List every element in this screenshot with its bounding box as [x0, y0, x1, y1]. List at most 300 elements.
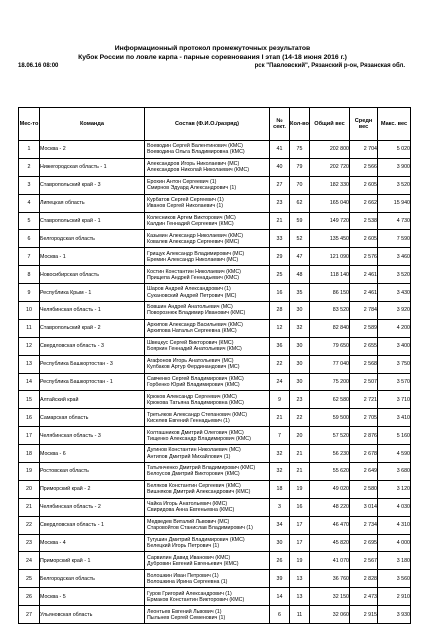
member-1: Грищук Александр Владимирович (МС) [147, 250, 245, 257]
count-cell: 30 [290, 302, 310, 320]
members-cell [145, 391, 270, 409]
member-2: Бояркин Геннадий Анатольевич (КМС) [147, 346, 242, 353]
max-weight-cell: 5 160 [378, 427, 411, 445]
avg-weight-cell: 2 649 [350, 463, 378, 481]
team-cell: Ростовская область [40, 463, 145, 481]
table-row [19, 552, 411, 570]
protocol-meta [18, 62, 411, 71]
members-cell [145, 337, 270, 355]
max-weight-cell: 3 930 [378, 606, 411, 624]
avg-weight-cell: 2 473 [350, 588, 378, 606]
count-cell: 20 [290, 427, 310, 445]
sector-cell: 41 [270, 141, 290, 159]
count-cell: 30 [290, 373, 310, 391]
member-1: Колташников Дмитрий Олегович (КМС) [147, 429, 244, 436]
sector-cell: 26 [270, 552, 290, 570]
max-weight-cell: 3 560 [378, 570, 411, 588]
member-1: Бовшин Андрей Анатольевич (МС) [147, 304, 233, 311]
avg-weight-cell: 2 655 [350, 337, 378, 355]
member-1: Татьянченко Дмитрий Владимирович (КМС) [147, 465, 256, 472]
table-row [19, 373, 411, 391]
sector-cell: 25 [270, 266, 290, 284]
max-weight-cell: 3 120 [378, 480, 411, 498]
sector-cell: 21 [270, 212, 290, 230]
sector-cell: 24 [270, 373, 290, 391]
total-weight-cell: 41 070 [310, 552, 350, 570]
count-cell: 22 [290, 409, 310, 427]
max-weight-cell: 3 680 [378, 463, 411, 481]
avg-weight-cell: 2 580 [350, 480, 378, 498]
team-cell: Самарская область [40, 409, 145, 427]
table-row [19, 355, 411, 373]
member-1: Медведев Виталий Львович (МС) [147, 519, 230, 526]
avg-weight-cell: 2 605 [350, 176, 378, 194]
max-weight-cell: 3 900 [378, 158, 411, 176]
member-2: Старовойтов Станислав Владимирович (1) [147, 525, 253, 532]
member-2: Кулбаков Артур Фердинандович (МС) [147, 364, 240, 371]
members-cell [145, 606, 270, 624]
table-row [19, 498, 411, 516]
count-cell: 30 [290, 355, 310, 373]
avg-weight-cell: 2 876 [350, 427, 378, 445]
sector-cell: 27 [270, 176, 290, 194]
members-cell [145, 373, 270, 391]
sector-cell: 12 [270, 319, 290, 337]
member-2: Белецкий Игорь Петрович (1) [147, 543, 220, 550]
max-weight-cell: 3 570 [378, 373, 411, 391]
team-cell: Челябинская область - 1 [40, 302, 145, 320]
max-weight-cell: 15 940 [378, 194, 411, 212]
member-1: Агафонов Игорь Анатольевич (МС) [147, 358, 234, 365]
max-weight-cell: 3 710 [378, 391, 411, 409]
members-cell [145, 570, 270, 588]
team-cell: Белгородская область [40, 570, 145, 588]
member-1: Воеводин Сергей Валентинович (КМС) [147, 143, 243, 150]
count-cell: 32 [290, 319, 310, 337]
col-header-max: Макс. вес [378, 108, 411, 141]
total-weight-cell: 36 760 [310, 570, 350, 588]
avg-weight-cell: 2 567 [350, 552, 378, 570]
count-cell: 30 [290, 337, 310, 355]
protocol-header [0, 44, 425, 62]
team-cell: Москва - 6 [40, 445, 145, 463]
team-cell: Челябинская область - 2 [40, 498, 145, 516]
sector-cell: 40 [270, 158, 290, 176]
avg-weight-cell: 2 705 [350, 409, 378, 427]
members-cell [145, 266, 270, 284]
members-cell [145, 427, 270, 445]
count-cell: 62 [290, 194, 310, 212]
avg-weight-cell: 2 538 [350, 212, 378, 230]
member-1: Беляков Константин Сергеевич (КМС) [147, 483, 241, 490]
member-2: Крюкова Татьяна Владимировна (КМС) [147, 399, 244, 406]
table-row [19, 266, 411, 284]
member-1: Гуров Григорий Александрович (1) [147, 590, 232, 597]
protocol-datetime: 18.06.16 08:00 [18, 63, 59, 69]
table-row [19, 319, 411, 337]
col-header-avg: Средн вес [350, 108, 378, 141]
max-weight-cell: 3 430 [378, 284, 411, 302]
table-row [19, 176, 411, 194]
table-row [19, 391, 411, 409]
sector-cell: 36 [270, 337, 290, 355]
table-row [19, 480, 411, 498]
table-row [19, 427, 411, 445]
place-cell: 25 [19, 570, 40, 588]
max-weight-cell: 3 920 [378, 302, 411, 320]
team-cell: Москва - 2 [40, 141, 145, 159]
team-cell: Свердловская область - 1 [40, 516, 145, 534]
table-row [19, 534, 411, 552]
member-2: Калдин Геннадий Сергеевич (КМС) [147, 221, 234, 227]
avg-weight-cell: 2 461 [350, 284, 378, 302]
avg-weight-cell: 2 662 [350, 194, 378, 212]
table-row [19, 302, 411, 320]
table-row [19, 588, 411, 606]
place-cell: 23 [19, 534, 40, 552]
member-1: Швецкус Сергей Викторович (КМС) [147, 340, 234, 347]
sector-cell: 18 [270, 480, 290, 498]
avg-weight-cell: 2 507 [350, 373, 378, 391]
place-cell: 6 [19, 230, 40, 248]
member-2: Прищепа Андрей Геннадьевич (КМС) [147, 274, 240, 281]
place-cell: 18 [19, 445, 40, 463]
place-cell: 9 [19, 284, 40, 302]
sector-cell: 22 [270, 355, 290, 373]
member-1: Чайка Игорь Анатольевич (КМС) [147, 501, 228, 508]
total-weight-cell: 57 520 [310, 427, 350, 445]
member-2: Тищенко Александр Владимирович (КМС) [147, 435, 251, 442]
member-1: Крюков Александр Сергеевич (КМС) [147, 393, 237, 400]
count-cell: 70 [290, 176, 310, 194]
member-2: Белоусов Дмитрий Викторович (КМС) [147, 471, 240, 478]
avg-weight-cell: 2 461 [350, 266, 378, 284]
member-2: Поворознюк Владимир Иванович (КМС) [147, 310, 246, 317]
team-cell: Алтайский край [40, 391, 145, 409]
sector-cell: 30 [270, 534, 290, 552]
place-cell: 13 [19, 355, 40, 373]
member-2: Сукановский Андрей Петрович (МС) [147, 292, 237, 299]
count-cell: 79 [290, 158, 310, 176]
members-cell [145, 302, 270, 320]
members-cell [145, 588, 270, 606]
place-cell: 17 [19, 427, 40, 445]
count-cell: 52 [290, 230, 310, 248]
total-weight-cell: 83 520 [310, 302, 350, 320]
members-cell [145, 516, 270, 534]
count-cell: 21 [290, 445, 310, 463]
total-weight-cell: 202 800 [310, 141, 350, 159]
members-cell [145, 212, 270, 230]
team-cell: Ставропольский край - 3 [40, 176, 145, 194]
total-weight-cell: 62 580 [310, 391, 350, 409]
members-cell [145, 409, 270, 427]
col-header-members: Состав (Ф.И.О./разряд) [145, 108, 270, 141]
total-weight-cell: 55 620 [310, 463, 350, 481]
table-row [19, 570, 411, 588]
max-weight-cell: 3 520 [378, 176, 411, 194]
total-weight-cell: 49 020 [310, 480, 350, 498]
member-1: Сарвилин Давид Иванович (КМС) [147, 554, 231, 561]
team-cell: Москва - 5 [40, 588, 145, 606]
max-weight-cell: 4 030 [378, 498, 411, 516]
member-2: Александров Николай Николаевич (КМС) [147, 167, 250, 174]
team-cell: Белгородская область [40, 230, 145, 248]
total-weight-cell: 77 040 [310, 355, 350, 373]
total-weight-cell: 165 040 [310, 194, 350, 212]
team-cell: Приморский край - 2 [40, 480, 145, 498]
max-weight-cell: 4 310 [378, 516, 411, 534]
place-cell: 7 [19, 248, 40, 266]
sector-cell: 28 [270, 302, 290, 320]
count-cell: 17 [290, 516, 310, 534]
members-cell [145, 194, 270, 212]
member-2: Вишняков Дмитрий Александрович (КМС) [147, 489, 251, 496]
table-row [19, 337, 411, 355]
team-cell: Москва - 1 [40, 248, 145, 266]
avg-weight-cell: 2 678 [350, 445, 378, 463]
sector-cell: 9 [270, 391, 290, 409]
max-weight-cell: 3 520 [378, 266, 411, 284]
members-cell [145, 158, 270, 176]
members-cell [145, 498, 270, 516]
total-weight-cell: 46 470 [310, 516, 350, 534]
team-cell: Приморский край - 1 [40, 552, 145, 570]
member-2: Ковалев Александр Сергеевич (КМС) [147, 238, 240, 245]
place-cell: 20 [19, 480, 40, 498]
member-1: Волошкин Иван Петрович (1) [147, 572, 219, 579]
count-cell: 16 [290, 498, 310, 516]
members-cell [145, 248, 270, 266]
sector-cell: 3 [270, 498, 290, 516]
member-1: Шаров Андрей Александрович (1) [147, 286, 231, 293]
total-weight-cell: 32 060 [310, 606, 350, 624]
member-1: Ерохин Антон Сергеевич (1) [147, 179, 217, 186]
team-cell: Москва - 4 [40, 534, 145, 552]
sector-cell: 6 [270, 606, 290, 624]
members-cell [145, 445, 270, 463]
avg-weight-cell: 2 568 [350, 355, 378, 373]
results-table [18, 107, 411, 624]
avg-weight-cell: 2 704 [350, 141, 378, 159]
max-weight-cell: 5 020 [378, 141, 411, 159]
count-cell: 17 [290, 534, 310, 552]
avg-weight-cell: 2 605 [350, 230, 378, 248]
member-2: Свиридова Анна Евгеньевна (КМС) [147, 507, 235, 514]
place-cell: 11 [19, 319, 40, 337]
sector-cell: 21 [270, 409, 290, 427]
member-1: Тугушин Дмитрий Владимирович (КМС) [147, 536, 245, 543]
avg-weight-cell: 2 828 [350, 570, 378, 588]
member-2: Горбенко Юрий Владимирович (КМС) [147, 382, 240, 389]
member-2: Пыльнев Сергей Семенович (1) [147, 614, 226, 621]
sector-cell: 23 [270, 194, 290, 212]
col-header-place: Мес-то [19, 108, 40, 141]
member-2: Киселев Евгений Геннадьевич (1) [147, 417, 230, 424]
count-cell: 59 [290, 212, 310, 230]
member-1: Казьмин Александр Николаевич (КМС) [147, 232, 243, 239]
table-row [19, 445, 411, 463]
sector-cell: 29 [270, 248, 290, 266]
table-header-row [19, 108, 411, 141]
members-cell [145, 284, 270, 302]
team-cell: Ставропольский край - 1 [40, 212, 145, 230]
sector-cell: 32 [270, 463, 290, 481]
team-cell: Республика Башкортостан - 1 [40, 373, 145, 391]
avg-weight-cell: 2 566 [350, 158, 378, 176]
table-row [19, 158, 411, 176]
total-weight-cell: 45 820 [310, 534, 350, 552]
protocol-title: Информационный протокол промежуточных результатов [114, 45, 311, 52]
table-row [19, 194, 411, 212]
avg-weight-cell: 3 014 [350, 498, 378, 516]
place-cell: 10 [19, 302, 40, 320]
total-weight-cell: 182 330 [310, 176, 350, 194]
count-cell: 11 [290, 606, 310, 624]
max-weight-cell: 3 180 [378, 552, 411, 570]
place-cell: 24 [19, 552, 40, 570]
place-cell: 12 [19, 337, 40, 355]
max-weight-cell: 3 410 [378, 409, 411, 427]
max-weight-cell: 3 400 [378, 337, 411, 355]
place-cell: 22 [19, 516, 40, 534]
sector-cell: 34 [270, 516, 290, 534]
max-weight-cell: 4 200 [378, 319, 411, 337]
member-2: Смирнов Эдуард Александрович (1) [147, 185, 237, 192]
place-cell: 1 [19, 141, 40, 159]
team-cell: Нижегородская область - 1 [40, 158, 145, 176]
place-cell: 27 [19, 606, 40, 624]
avg-weight-cell: 2 734 [350, 516, 378, 534]
total-weight-cell: 86 150 [310, 284, 350, 302]
place-cell: 19 [19, 463, 40, 481]
total-weight-cell: 75 200 [310, 373, 350, 391]
members-cell [145, 480, 270, 498]
total-weight-cell: 118 140 [310, 266, 350, 284]
competition-title: Кубок России по ловле карпа - парные соревнования I этап (14-18 июня 2016 г.) [78, 54, 347, 61]
member-2: Антипов Дмитрий Михайлович (1) [147, 453, 231, 460]
max-weight-cell: 4 000 [378, 534, 411, 552]
place-cell: 4 [19, 194, 40, 212]
total-weight-cell: 56 230 [310, 445, 350, 463]
team-cell: Ставропольский край - 2 [40, 319, 145, 337]
avg-weight-cell: 2 695 [350, 534, 378, 552]
total-weight-cell: 149 720 [310, 212, 350, 230]
team-cell: Ульяновская область [40, 606, 145, 624]
member-2: Еремин Александр Николаевич (МС) [147, 256, 239, 263]
member-1: Александров Игорь Николаевич (МС) [147, 161, 240, 168]
total-weight-cell: 202 720 [310, 158, 350, 176]
table-row [19, 248, 411, 266]
place-cell: 21 [19, 498, 40, 516]
col-header-team: Команда [40, 108, 145, 141]
member-1: Савченко Сергей Владимирович (КМС) [147, 375, 244, 382]
members-cell [145, 463, 270, 481]
team-cell: Липецкая область [40, 194, 145, 212]
member-2: Волошкина Ирина Сергеевна (1) [147, 578, 228, 585]
team-cell: Челябинская область - 3 [40, 427, 145, 445]
max-weight-cell: 4 730 [378, 212, 411, 230]
member-2: Иванов Сергей Николаевич (1) [147, 203, 224, 210]
col-header-count: Кол-во [290, 108, 310, 141]
members-cell [145, 176, 270, 194]
team-cell: Республика Крым - 1 [40, 284, 145, 302]
member-2: Архипова Наталья Сергеевна (КМС) [147, 328, 237, 335]
member-1: Архипов Александр Васильевич (КМС) [147, 322, 243, 329]
sector-cell: 14 [270, 588, 290, 606]
place-cell: 5 [19, 212, 40, 230]
member-1: Курбатов Сергей Сергеевич (1) [147, 197, 224, 204]
members-cell [145, 534, 270, 552]
col-header-total: Общий вес [310, 108, 350, 141]
place-cell: 3 [19, 176, 40, 194]
competition-location: рск "Павловский", Рязанский р-он, Рязанская обл. [254, 63, 405, 69]
members-cell [145, 319, 270, 337]
table-row [19, 606, 411, 624]
members-cell [145, 355, 270, 373]
count-cell: 13 [290, 570, 310, 588]
table-row [19, 284, 411, 302]
sector-cell: 33 [270, 230, 290, 248]
max-weight-cell: 4 590 [378, 445, 411, 463]
members-cell [145, 141, 270, 159]
member-2: Дубровин Евгений Евгеньевич (КМС) [147, 560, 239, 567]
place-cell: 2 [19, 158, 40, 176]
members-cell [145, 230, 270, 248]
table-row [19, 463, 411, 481]
place-cell: 16 [19, 409, 40, 427]
avg-weight-cell: 2 589 [350, 319, 378, 337]
team-cell: Новосибирская область [40, 266, 145, 284]
table-row [19, 141, 411, 159]
place-cell: 15 [19, 391, 40, 409]
sector-cell: 39 [270, 570, 290, 588]
avg-weight-cell: 2 784 [350, 302, 378, 320]
total-weight-cell: 135 450 [310, 230, 350, 248]
sector-cell: 16 [270, 284, 290, 302]
count-cell: 13 [290, 588, 310, 606]
table-row [19, 230, 411, 248]
member-1: Третьяков Александр Степанович (КМС) [147, 411, 247, 418]
sector-cell: 32 [270, 445, 290, 463]
members-cell [145, 552, 270, 570]
max-weight-cell: 7 590 [378, 230, 411, 248]
count-cell: 35 [290, 284, 310, 302]
count-cell: 19 [290, 552, 310, 570]
table-row [19, 516, 411, 534]
total-weight-cell: 48 220 [310, 498, 350, 516]
place-cell: 26 [19, 588, 40, 606]
max-weight-cell: 3 750 [378, 355, 411, 373]
member-1: Костин Константин Николаевич (КМС) [147, 268, 241, 275]
total-weight-cell: 32 150 [310, 588, 350, 606]
count-cell: 21 [290, 463, 310, 481]
avg-weight-cell: 2 576 [350, 248, 378, 266]
col-header-sector: № сект. [270, 108, 290, 141]
sector-cell: 7 [270, 427, 290, 445]
count-cell: 47 [290, 248, 310, 266]
team-cell: Свердловская область - 3 [40, 337, 145, 355]
member-1: Леонтьев Евгений Львович (1) [147, 608, 222, 615]
place-cell: 14 [19, 373, 40, 391]
table-row [19, 212, 411, 230]
place-cell: 8 [19, 266, 40, 284]
count-cell: 19 [290, 480, 310, 498]
count-cell: 75 [290, 141, 310, 159]
avg-weight-cell: 2 915 [350, 606, 378, 624]
max-weight-cell: 2 910 [378, 588, 411, 606]
avg-weight-cell: 2 721 [350, 391, 378, 409]
